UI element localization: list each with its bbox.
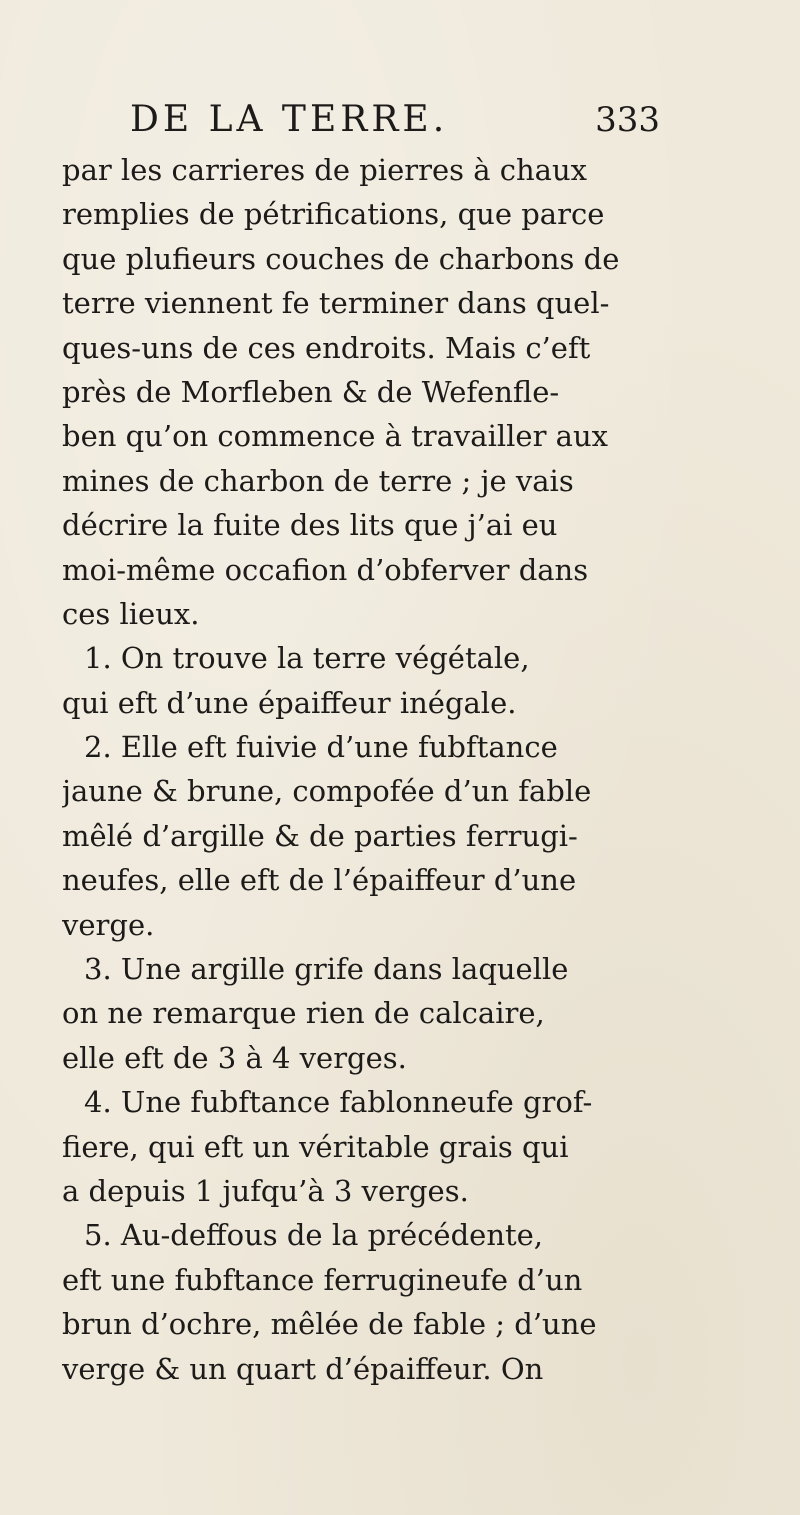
text-line: qui eft d’une épaiffeur inégale. <box>62 685 517 720</box>
text-line: décrire la fuite des lits que j’ai eu <box>62 508 558 543</box>
body-text <box>62 148 762 1391</box>
text-line: fiere, qui eft un véritable grais qui <box>62 1129 569 1164</box>
text-line: moi-même occafion d’obferver dans <box>62 552 589 587</box>
text-line: près de Morfleben & de Wefenfle- <box>62 374 560 409</box>
text-line: ques-uns de ces endroits. Mais c’eft <box>62 330 591 365</box>
text-line: verge & un quart d’épaiffeur. On <box>62 1351 544 1386</box>
text-line: 2. Elle eft fuivie d’une fubftance <box>84 730 558 765</box>
running-head-title: DE LA TERRE. <box>130 99 449 140</box>
text-line: elle eft de 3 à 4 verges. <box>62 1040 407 1075</box>
text-line: ces lieux. <box>62 596 200 631</box>
running-head <box>130 98 660 142</box>
text-line: brun d’ochre, mêlée de fable ; d’une <box>62 1307 597 1342</box>
page-number: 333 <box>595 100 660 140</box>
text-line: 5. Au-deffous de la précédente, <box>84 1218 544 1253</box>
text-line: neufes, elle eft de l’épaiffeur d’une <box>62 863 577 898</box>
text-line: jaune & brune, compofée d’un fable <box>62 774 592 809</box>
text-line: terre viennent fe terminer dans quel- <box>62 286 610 321</box>
text-line: verge. <box>62 907 155 942</box>
text-line: 4. Une fubftance fablonneufe grof- <box>84 1085 593 1120</box>
text-line: 1. On trouve la terre végétale, <box>84 641 530 676</box>
text-line: eft une fubftance ferrugineufe d’un <box>62 1262 583 1297</box>
text-line: on ne remarque rien de calcaire, <box>62 996 545 1031</box>
text-line: mines de charbon de terre ; je vais <box>62 463 574 498</box>
text-line: mêlé d’argille & de parties ferrugi- <box>62 818 578 853</box>
text-line: a depuis 1 jufqu’à 3 verges. <box>62 1173 469 1208</box>
text-line: remplies de pétrifications, que parce <box>62 197 605 232</box>
text-line: par les carrieres de pierres à chaux <box>62 153 587 187</box>
text-line: ben qu’on commence à travailler aux <box>62 419 608 454</box>
text-line: que plufieurs couches de charbons de <box>62 241 620 276</box>
text-line: 3. Une argille grife dans laquelle <box>84 952 569 987</box>
